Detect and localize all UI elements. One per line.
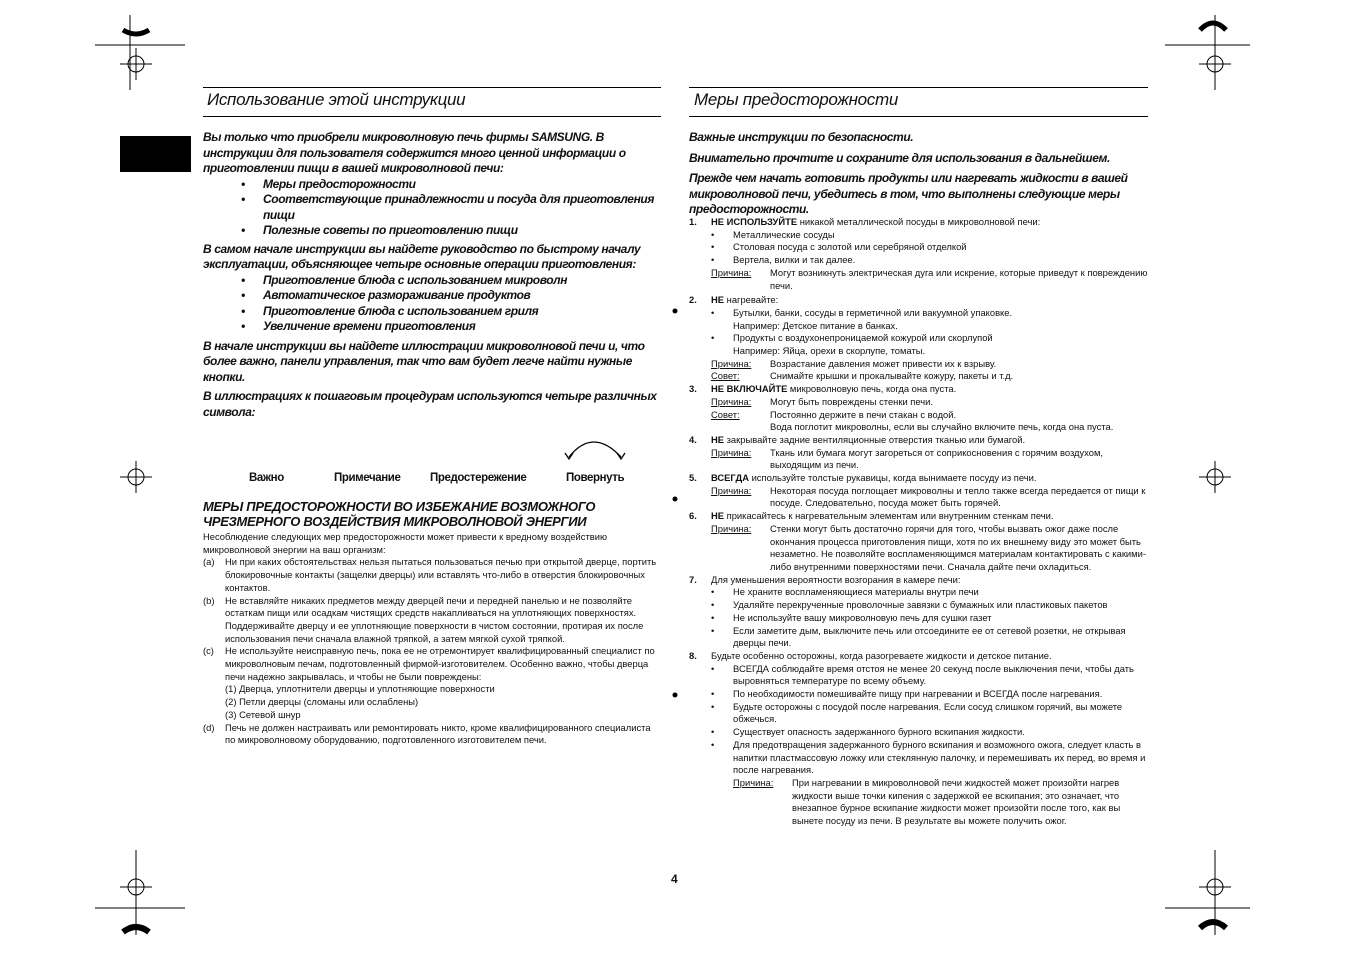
rotate-icon bbox=[563, 433, 627, 463]
item-text: никакой металлической посуды в микроволновой печи: bbox=[797, 216, 1041, 227]
intro-text: Вы только что приобрели микроволновую печь фирмы SAMSUNG. В инструкции для пользователя содержится много ценной информации о приготовлении пищи в вашей микроволновой печи: bbox=[203, 130, 626, 175]
list-item: • Увеличение времени приготовления bbox=[203, 319, 663, 335]
item-number: 8. bbox=[689, 649, 697, 661]
energy-section bbox=[203, 531, 661, 747]
list-item: • Соответствующие принадлежности и посуда для приготовления пищи bbox=[203, 192, 663, 223]
reason-label: Причина: bbox=[711, 266, 752, 278]
advice-text: Вода поглотит микроволны, если вы случайно включите печь, когда она пуста. bbox=[770, 421, 1114, 433]
sub-item: (3) Сетевой шнур bbox=[225, 708, 301, 720]
right-top-rule bbox=[689, 87, 1148, 88]
advice-text: Постоянно держите в печи стакан с водой. bbox=[770, 408, 957, 420]
reason-label: Причина: bbox=[711, 446, 752, 458]
quick-start-text: В самом начале инструкции вы найдете руководство по быстрому началу эксплуатации, объясняющее четыре основные операции приготовления: bbox=[203, 241, 641, 271]
list-item: Не храните воспламеняющиеся материалы внутри печи bbox=[733, 586, 979, 598]
item-text: Не вставляйте никаких предметов между дверцей печи и передней панелью и не позволяйте остаткам пищи или осадкам чистящих средств накапливаться на уплотняющих поверхностях. Поддерживайте дверцу и ее уплотняющие поверхности в чистом состоянии, протирая их после использования печи сначала влажной тряпкой, а затем мягкой сухой тряпкой. bbox=[225, 594, 644, 644]
reason-label: Причина: bbox=[711, 484, 752, 496]
list-item: Не используйте вашу микроволновую печь для сушки газет bbox=[733, 611, 992, 623]
item-text: нагревайте: bbox=[724, 294, 779, 306]
example: Например: Детское питание в банках. bbox=[733, 319, 898, 331]
sub-item: (1) Дверца, уплотнители дверцы и уплотняющие поверхности bbox=[225, 683, 495, 695]
item-keyword: НЕ bbox=[711, 510, 725, 522]
safety-item bbox=[689, 574, 1149, 587]
item-number: 3. bbox=[689, 383, 697, 395]
energy-intro: Несоблюдение следующих мер предосторожности может привести к вредному воздействию микроволновой энергии на ваш организм: bbox=[203, 531, 608, 555]
safety-item bbox=[689, 294, 1149, 307]
symbol-important: Важно bbox=[249, 472, 284, 484]
reason-label: Причина: bbox=[711, 357, 752, 369]
reason-text: Стенки могут быть достаточно горячи для того, чтобы вызвать ожог даже после окончания процесса приготовления пищи, хотя по их внешнему виду это может быть незаметно. Не позволяйте воспламеняющимся материалам контактировать с какими-либо внутренними поверхностями печи. Сначала дайте печи охладиться. bbox=[770, 522, 1146, 572]
list-item: Если заметите дым, выключите печь или отсоедините ее от сетевой розетки, не открывая дверцы печи. bbox=[733, 624, 1126, 649]
item-text: используйте толстые рукавицы, когда вынимаете посуду из печи. bbox=[748, 472, 1037, 484]
sub-item: (2) Петли дверцы (сломаны или ослаблены) bbox=[225, 696, 419, 708]
item-number: 7. bbox=[689, 573, 697, 585]
list-item: • Приготовление блюда с использованием микроволн bbox=[203, 273, 663, 289]
list-item: Столовая посуда с золотой или серебряной отделкой bbox=[733, 241, 967, 253]
illustrations-text: В начале инструкции вы найдете иллюстрации микроволновой печи и, что более важно, панели управления, так что вам будет легче найти нужные кнопки. bbox=[203, 338, 645, 384]
reason-text: При нагревании в микроволновой печи жидкостей может произойти нагрев жидкости выше точки кипения с задержкой ее вскипания; это означает, что внезапное бурное вскипание жидкости может произойти после того, как вы вынете посуду из печи. В результате вы можете получить ожог. bbox=[792, 776, 1121, 827]
item-keyword: НЕ ИСПОЛЬЗУЙТЕ bbox=[711, 216, 798, 227]
item-key: (a) bbox=[203, 556, 215, 568]
item-keyword: НЕ ВКЛЮЧАЙТЕ bbox=[711, 383, 788, 395]
safety-item bbox=[689, 650, 1149, 663]
safety-item bbox=[689, 472, 1149, 485]
quick-start-list bbox=[203, 273, 663, 335]
safety-item bbox=[689, 434, 1149, 447]
item-key: (d) bbox=[203, 721, 215, 733]
list-item: Продукты с воздухонепроницаемой кожурой или скорлупой bbox=[733, 332, 993, 344]
item-text: прикасайтесь к нагревательным элементам или внутренним стенкам печи. bbox=[724, 510, 1054, 522]
safety-read: Внимательно прочтите и сохраните для использования в дальнейшем. bbox=[689, 150, 1110, 165]
right-bottom-rule bbox=[689, 116, 1148, 117]
symbols-intro: В иллюстрациях к пошаговым процедурам используются четыре различных символа: bbox=[203, 389, 657, 419]
item-text: Для уменьшения вероятности возгорания в камере печи: bbox=[711, 573, 961, 585]
symbol-note: Примечание bbox=[334, 472, 401, 484]
symbol-turn: Повернуть bbox=[566, 472, 625, 484]
item-number: 6. bbox=[689, 510, 697, 522]
right-heading: Меры предосторожности bbox=[694, 90, 899, 109]
reason-text: Могут возникнуть электрическая дуга или искрение, которые приведут к повреждению печи. bbox=[770, 266, 1148, 291]
symbol-caution: Предостережение bbox=[430, 472, 527, 484]
item-key: (b) bbox=[203, 594, 215, 606]
item-text: Будьте особенно осторожны, когда разогреваете жидкости и детское питание. bbox=[711, 649, 1052, 661]
item-number: 4. bbox=[689, 433, 697, 445]
list-item: • Приготовление блюда с использованием гриля bbox=[203, 304, 663, 320]
list-item: Металлические сосуды bbox=[733, 228, 835, 240]
list-item: • Меры предосторожности bbox=[203, 177, 663, 193]
list-item: Удаляйте перекрученные проволочные завязки с бумажных или пластиковых пакетов bbox=[733, 599, 1108, 611]
list-item: • Автоматическое размораживание продуктов bbox=[203, 288, 663, 304]
advice-label: Совет: bbox=[711, 370, 740, 382]
safety-before: Прежде чем начать готовить продукты или нагревать жидкости в вашей микроволновой печи, убедитесь в том, что выполнены следующие меры предосторожности. bbox=[689, 171, 1128, 216]
item-number: 2. bbox=[689, 294, 697, 306]
energy-item bbox=[203, 595, 661, 646]
reason-label: Причина: bbox=[711, 522, 752, 534]
item-body bbox=[225, 645, 661, 721]
safety-item bbox=[689, 383, 1149, 396]
list-item: Вертела, вилки и так далее. bbox=[733, 254, 856, 266]
item-text: Не используйте неисправную печь, пока ее не отремонтирует квалифицированный специалист по микроволновым печам, подготовленный фирмой-изготовителем. Особенно важно, чтобы дверца печи надежно закрывалась, и чтобы не были повреждены: bbox=[225, 645, 655, 682]
list-item: Существует опасность задержанного бурного вскипания жидкости. bbox=[733, 726, 1025, 738]
reason-text: Могут быть повреждены стенки печи. bbox=[770, 395, 934, 407]
left-heading: Использование этой инструкции bbox=[207, 90, 466, 109]
item-number: 1. bbox=[689, 216, 697, 227]
energy-title: МЕРЫ ПРЕДОСТОРОЖНОСТИ ВО ИЗБЕЖАНИЕ ВОЗМОЖНОГО ЧРЕЗМЕРНОГО ВОЗДЕЙСТВИЯ МИКРОВОЛНОВОЙ ЭНЕРГИИ bbox=[203, 499, 596, 529]
list-item: ВСЕГДА соблюдайте время отстоя не менее 20 секунд после выключения печи, чтобы дать выровняться температуре по всему объему. bbox=[733, 662, 1134, 687]
safety-intro bbox=[689, 130, 1139, 218]
energy-item bbox=[203, 722, 661, 747]
item-text: Печь не должен настраивать или ремонтировать никто, кроме квалифицированного специалиста по микроволновому оборудованию, подготовленного изготовителем печи. bbox=[225, 721, 651, 746]
left-intro-block bbox=[203, 130, 663, 420]
list-item: Для предотвращения задержанного бурного вскипания и возможного ожога, следует класть в напитки пластмассовую ложку или стеклянную палочку, и перемешивать их перед, во время и после нагревания. bbox=[733, 738, 1146, 776]
item-number: 5. bbox=[689, 472, 697, 484]
energy-item bbox=[203, 556, 661, 594]
safety-item bbox=[689, 510, 1149, 523]
list-item: По необходимости помешивайте пищу при нагревании и ВСЕГДА после нагревания. bbox=[733, 688, 1103, 700]
safety-item bbox=[689, 216, 1149, 229]
list-item: • Полезные советы по приготовлению пищи bbox=[203, 223, 663, 239]
item-key: (c) bbox=[203, 645, 214, 657]
left-top-rule bbox=[203, 87, 661, 88]
list-item: Будьте осторожны с посудой после нагревания. Если сосуд слишком горячий, вы можете обжечься. bbox=[733, 700, 1123, 725]
example: Например: Яйца, орехи в скорлупе, томаты. bbox=[733, 345, 926, 357]
list-item: Бутылки, банки, сосуды в герметичной или вакуумной упаковке. bbox=[733, 306, 1013, 318]
reason-label: Причина: bbox=[711, 395, 752, 407]
item-text: закрывайте задние вентиляционные отверстия тканью или бумагой. bbox=[724, 433, 1026, 445]
safety-title: Важные инструкции по безопасности. bbox=[689, 130, 914, 144]
page-number: 4 bbox=[671, 872, 678, 886]
reason-text: Некоторая посуда поглощает микроволны и тепло также всегда передается от пищи к посуде. Следовательно, посуда может быть горячей. bbox=[770, 484, 1146, 509]
reason-text: Ткань или бумага могут загореться от соприкосновения с горячим воздухом, выходящим из печи. bbox=[770, 446, 1104, 471]
energy-item bbox=[203, 645, 661, 721]
item-keyword: НЕ bbox=[711, 294, 725, 306]
advice-text: Снимайте крышки и прокалывайте кожуру, пакеты и т.д. bbox=[770, 370, 1014, 382]
item-text: Ни при каких обстоятельствах нельзя пытаться пользоваться печью при открытой дверце, портить блокировочные контакты (защелки дверцы) или вставлять что-либо в отверстия блокировочных контактов. bbox=[225, 556, 657, 593]
item-keyword: ВСЕГДА bbox=[711, 472, 749, 484]
item-text: микроволновую печь, когда она пуста. bbox=[787, 383, 957, 395]
advice-label: Совет: bbox=[711, 408, 740, 420]
reason-label: Причина: bbox=[733, 776, 774, 788]
item-keyword: НЕ bbox=[711, 433, 725, 445]
intro-list bbox=[203, 177, 663, 239]
left-bottom-rule bbox=[203, 116, 661, 117]
safety-list: 1. НЕ ИСПОЛЬЗУЙТЕ никакой металлической посуды в микроволновой печи: • Металлические сосуды • Столовая посуда с золотой или серебряной отделкой • Вертела, вилки и так далее. Причина: Могут возникнуть электрическая дуга или искрение, которые приведут к повреждению печи. 2. НЕ нагревайте: • Бутылки, банки, сосуды в герметичной или вакуумной упаковке. Например: Детское питание в банках. • Продукты с воздухонепроницаемой кожурой или скорлупой Например: Яйца, орехи в скорлупе, томаты. Причина: Возрастание давления может привести их к взрыву. Совет: Снимайте крышки и прокалывайте кожуру, пакеты и т.д. 3. НЕ ВКЛЮЧАЙТЕ микроволновую печь, когда она пуста. Причина: Могут быть повреждены стенки печи. Совет: Постоянно держите в печи стакан с водой. Вода поглотит микроволны, если вы случайно включите печь, когда она пуста. 4. НЕ закрывайте задние вентиляционные отверстия тканью или бумагой. Причина: Ткань или бумага могут загореться от соприкосновения с горячим воздухом, выходящим из печи. 5. ВСЕГДА используйте толстые рукавицы, когда вынимаете посуду из печи. Причина: Некоторая посуда поглощает микроволны и тепло также всегда передается от пищи к посуде. Следовательно, посуда может быть горячей. 6. НЕ прикасайтесь к нагревательным элементам или внутренним стенкам печи. Причина: Стенки могут быть достаточно горячи для того, чтобы вызвать ожог даже после окончания процесса приготовления пищи, хотя по их внешнему виду это может быть незаметно. Не позволяйте воспламеняющимся материалам контактировать с какими-либо внутренними поверхностями печи. Сначала дайте печи охладиться. 7. Для уменьшения вероятности возгорания в камере печи: • Не храните воспламеняющиеся материалы внутри печи • Удаляйте перекрученные проволочные завязки с бумажных или пластиковых пакетов • Не используйте вашу микроволновую печь для сушки газет • Если заметите дым, выключите печь или отсоедините ее от сетевой розетки, не открывая дверцы печи. 8. Будьте особенно осторожны, когда разогреваете жидкости и детское питание. • ВСЕГДА соблюдайте время отстоя не менее 20 секунд после выключения печи, чтобы дать выровняться температуре по всему объему. • По необходимости помешивайте пищу при нагревании и ВСЕГДА после нагревания. • Будьте осторожны с посудой после нагревания. Если сосуд слишком горячий, вы можете обжечься. • Существует опасность задержанного бурного вскипания жидкости. • Для предотвращения задержанного бурного вскипания и возможного ожога, следует класть в напитки пластмассовую ложку или стеклянную палочку, и перемешивать их перед, во время и после нагревания. Причина: При нагревании в микроволновой печи жидкостей может произойти нагрев жидкости выше точки кипения с задержкой ее вскипания; это означает, что внезапное бурное вскипание жидкости может произойти после того, как вы вынете посуду из печи. В результате вы можете получить ожог. bbox=[689, 216, 1148, 827]
reason-text: Возрастание давления может привести их к взрыву. bbox=[770, 357, 997, 369]
